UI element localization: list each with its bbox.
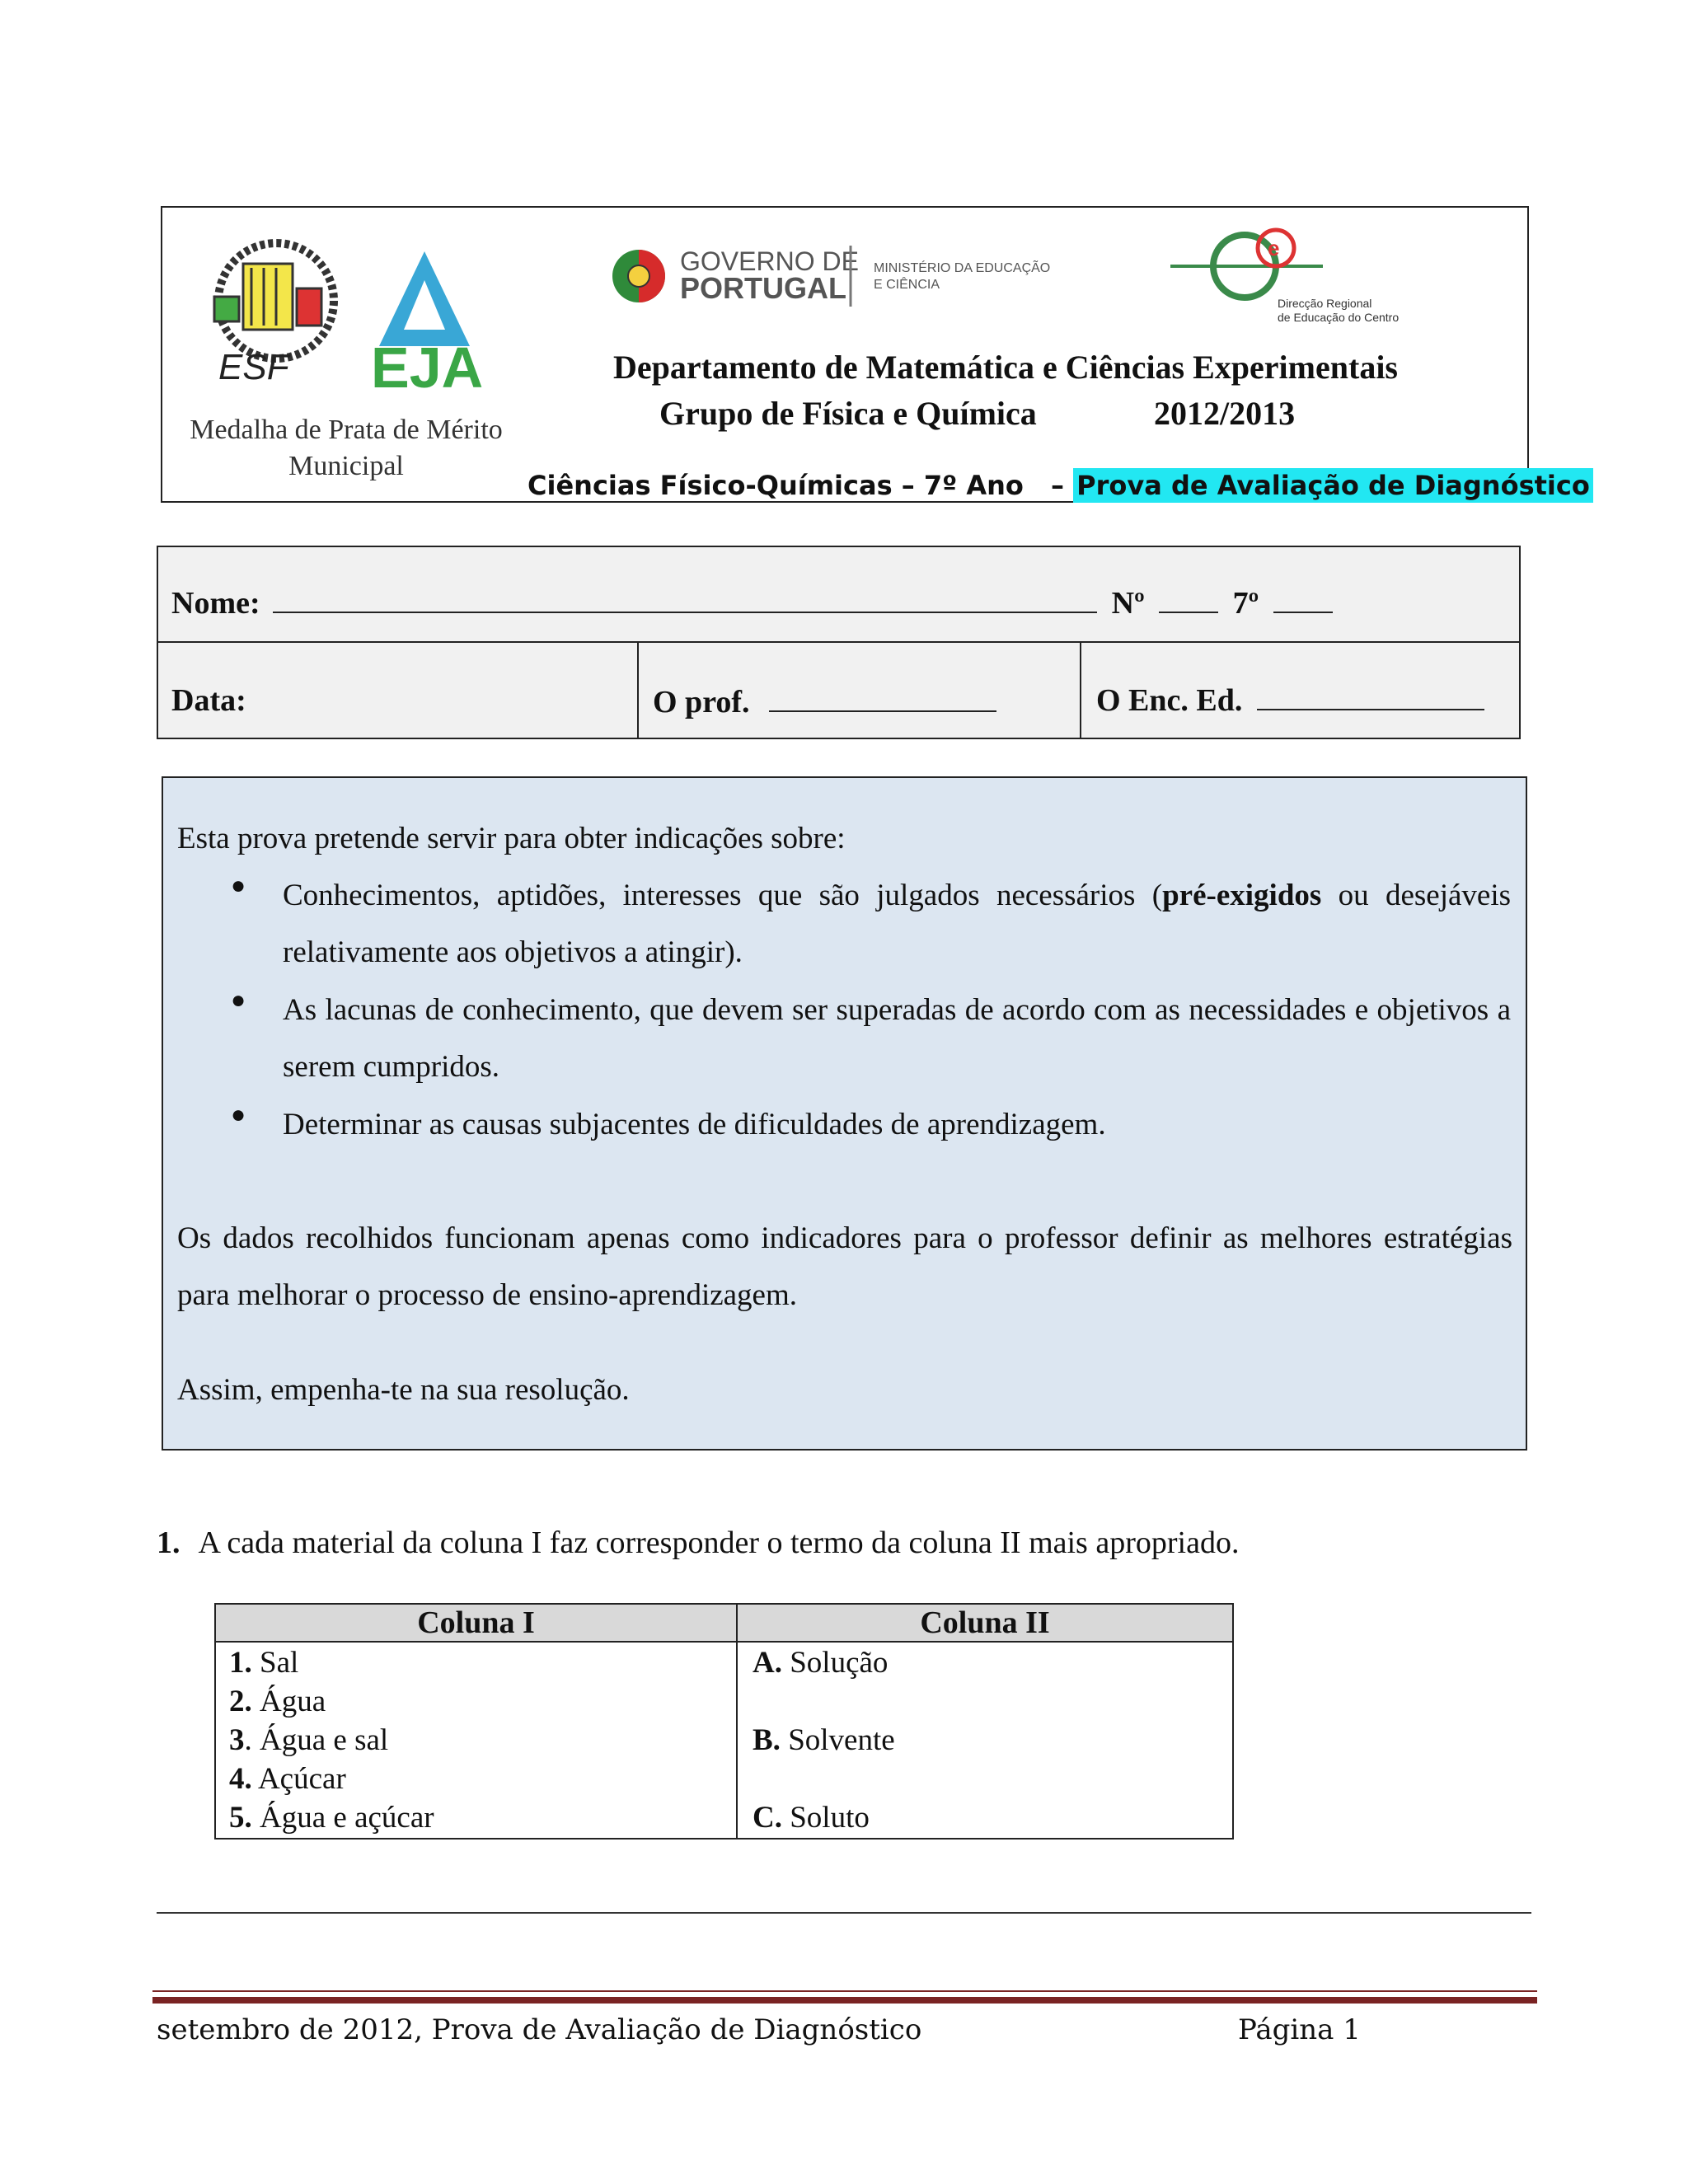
medal-line-1: Medalha de Prata de Mérito xyxy=(190,415,503,445)
medal-caption xyxy=(190,412,503,485)
eja-logo-text: EJA xyxy=(371,335,484,400)
medal-line-2: Municipal xyxy=(288,451,404,481)
guardian-label: O Enc. Ed. xyxy=(1096,683,1243,718)
name-label: Nome: xyxy=(171,586,260,621)
class-label: 7º xyxy=(1232,586,1259,621)
guardian-row xyxy=(1096,682,1484,719)
bullet-3: Determinar as causas subjacentes de dificuldades de aprendizagem. xyxy=(283,1108,1106,1141)
column-2-header: Coluna II xyxy=(920,1605,1050,1640)
eja-logo xyxy=(363,247,486,400)
ministry-line-1: MINISTÉRIO DA EDUCAÇÃO xyxy=(874,261,1051,275)
class-field[interactable] xyxy=(1273,587,1333,613)
bullet-1-text-b: ou desejáveis relativamente aos objetivos a atingir). xyxy=(283,879,1512,969)
number-label: Nº xyxy=(1111,586,1145,621)
intro-lead: Esta prova pretende servir para obter indicações sobre: xyxy=(177,822,846,855)
column-1-item: 2. Água xyxy=(229,1685,326,1718)
footer-left-text: setembro de 2012, Prova de Avaliação de Diagnóstico xyxy=(157,2013,922,2046)
info-col-divider-1 xyxy=(637,642,639,739)
column-2-item: C. Soluto xyxy=(753,1801,870,1835)
content-end-rule xyxy=(157,1912,1531,1914)
column-1-item: 3. Água e sal xyxy=(229,1723,389,1757)
column-1-item: 4. Açúcar xyxy=(229,1762,346,1796)
page-number: Página 1 xyxy=(1238,2013,1361,2046)
drec-logo xyxy=(1170,221,1400,328)
question-1-text: A cada material da coluna I faz corresponder o termo da coluna II mais apropriado. xyxy=(198,1526,1240,1560)
footer-rule-thick xyxy=(152,1997,1537,2004)
bullet-icon: ● xyxy=(231,1101,246,1128)
governo-portugal-logo xyxy=(610,239,1055,313)
info-col-divider-2 xyxy=(1080,642,1081,739)
test-name-highlight: Prova de Avaliação de Diagnóstico xyxy=(1073,468,1593,503)
number-field[interactable] xyxy=(1159,587,1218,613)
column-1-list xyxy=(229,1643,434,1837)
gov-line-2: PORTUGAL xyxy=(680,271,846,305)
bullet-icon: ● xyxy=(231,872,246,899)
group-title: Grupo de Física e Química xyxy=(659,395,1037,432)
teacher-signature-field[interactable] xyxy=(769,686,996,712)
intro-paragraph-2: Os dados recolhidos funcionam apenas como indicadores para o professor definir as melhores estratégias para melhorar o processo de ensino-aprendizagem. xyxy=(177,1221,1512,1312)
date-label: Data: xyxy=(171,683,246,718)
name-field[interactable] xyxy=(273,587,1097,613)
school-logo-text: ESF xyxy=(218,347,289,387)
teacher-label: O prof. xyxy=(653,685,750,719)
gov-line-1: GOVERNO DE xyxy=(680,246,859,276)
svg-text:e: e xyxy=(1268,236,1280,260)
info-row-divider xyxy=(157,641,1521,643)
column-1-item: 1. Sal xyxy=(229,1646,299,1680)
drec-line-2: de Educação do Centro xyxy=(1278,311,1400,324)
drec-line-1: Direcção Regional xyxy=(1278,297,1372,310)
intro-paragraph-3: Assim, empenha-te na sua resolução. xyxy=(177,1373,630,1407)
matching-table-header-rule xyxy=(216,1641,1232,1643)
guardian-signature-field[interactable] xyxy=(1257,684,1484,710)
bullet-icon: ● xyxy=(231,987,246,1014)
department-title: Departamento de Matemática e Ciências Experimentais xyxy=(613,349,1398,386)
footer-rule-thin xyxy=(152,1990,1537,1992)
name-row xyxy=(171,585,1333,621)
school-year: 2012/2013 xyxy=(1154,395,1296,432)
teacher-row xyxy=(653,684,996,720)
school-logo xyxy=(198,239,354,387)
ministry-line-2: E CIÊNCIA xyxy=(874,278,940,292)
column-1-header: Coluna I xyxy=(417,1605,535,1640)
bullet-1-text-a: Conhecimentos, aptidões, interesses que são julgados necessários ( xyxy=(283,879,1163,912)
column-2-item: A. Solução xyxy=(753,1646,889,1680)
bullet-1 xyxy=(283,867,1511,981)
column-1-item: 5. Água e açúcar xyxy=(229,1801,434,1835)
question-1-number: 1. xyxy=(157,1526,181,1560)
bullet-2: As lacunas de conhecimento, que devem ser superadas de acordo com as necessidades e objetivos a serem cumpridos. xyxy=(283,993,1511,1084)
column-2-list xyxy=(753,1643,895,1837)
column-2-item: B. Solvente xyxy=(753,1723,895,1757)
subject-label: Ciências Físico-Químicas – 7º Ano xyxy=(528,470,1024,501)
bullet-1-bold: pré-exigidos xyxy=(1162,879,1322,912)
subtitle-row xyxy=(528,470,1593,501)
subtitle-dash: – xyxy=(1051,470,1065,501)
question-1 xyxy=(157,1525,1239,1561)
